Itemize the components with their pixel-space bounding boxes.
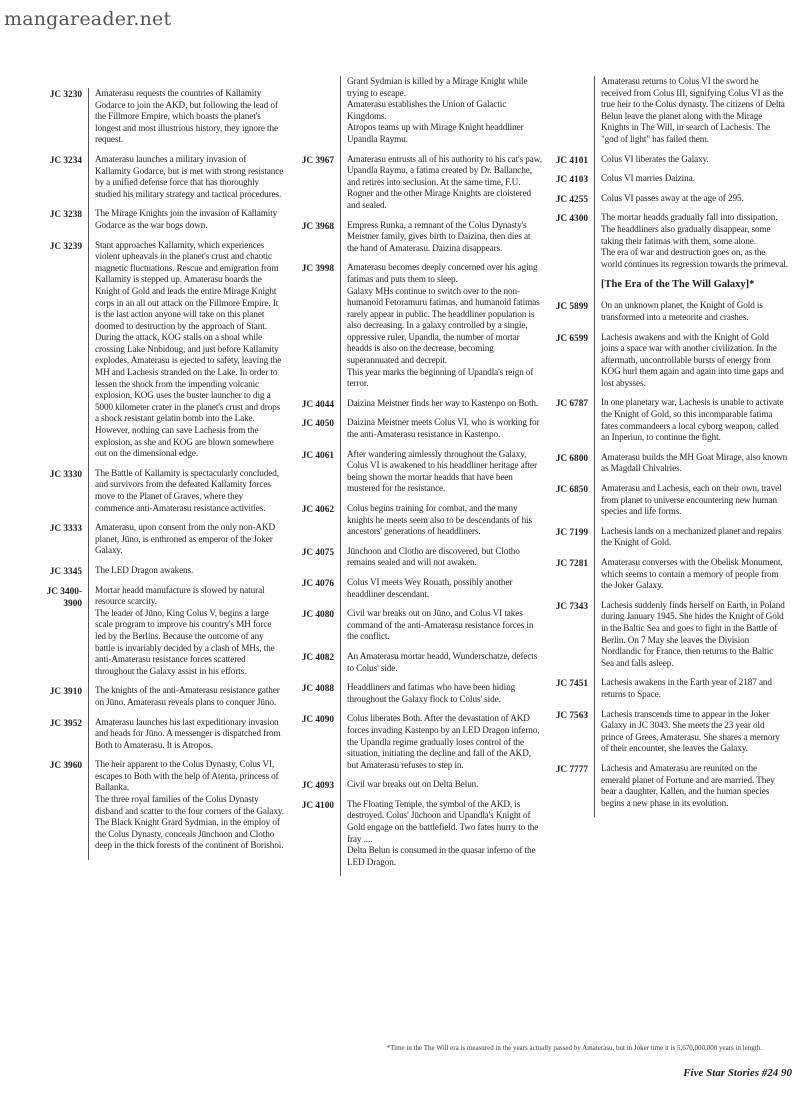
- timeline-entry: [290, 546, 542, 577]
- timeline-entry: [548, 557, 788, 600]
- timeline-entry: [18, 88, 284, 154]
- timeline-entry: [290, 417, 542, 448]
- entry-year: JC 3234: [49, 155, 82, 166]
- entry-year: JC 4050: [301, 419, 334, 430]
- entry-year: JC 6787: [555, 399, 588, 410]
- timeline-entry: [18, 759, 284, 860]
- timeline-entry: [548, 763, 788, 817]
- timeline-column-3: [548, 76, 788, 817]
- entry-year: JC 4300: [555, 214, 588, 225]
- timeline-entry: [18, 468, 284, 522]
- entry-text: The Mirage Knights join the invasion of Kallamity Godarce as the war bogs down.: [88, 208, 284, 239]
- timeline-entry: [290, 577, 542, 608]
- timeline-entry: [290, 398, 542, 418]
- entry-year: [290, 76, 340, 154]
- timeline-column-2: [290, 76, 542, 876]
- entry-text: An Amaterasu mortar headd, Wunderschatze, defects to Colus' side.: [340, 651, 542, 682]
- timeline-entry: [548, 300, 788, 331]
- era-heading-text: [The Era of the The Will Galaxy]*: [594, 278, 754, 300]
- entry-text: Amaterasu builds the MH Goat Mirage, also known as Magdall Chivalries.: [594, 452, 788, 483]
- entry-text: Lachesis suddenly finds herself on Earth, in Poland during January 1945. She hides the Knight of Gold in the Baltic Sea and goes to fight in the Battle of Berlin. On 7 May she leaves the Division Nordlandic for France, then returns to the Baltic Sea and falls asleep.: [594, 600, 788, 678]
- entry-text: Colus liberates Both. After the devastation of AKD forces invading Kastenpo by an LED Dragon inferno, the Upandla regime gradually loses control of the situation, initiating the decline and fall of the AKD, but Amaterasu refuses to step in.: [340, 713, 542, 779]
- timeline-entry: [548, 212, 788, 278]
- entry-year: JC 4080: [301, 610, 334, 621]
- entry-year: JC 4103: [555, 175, 588, 186]
- entry-text: On an unknown planet, the Knight of Gold is transformed into a meteorite and crashes.: [594, 300, 788, 331]
- timeline-entry: [290, 220, 542, 263]
- entry-year: JC 3968: [301, 221, 334, 232]
- entry-year: JC 3230: [49, 90, 82, 100]
- entry-text: Lachesis lands on a mechanized planet and repairs the Knight of Gold.: [594, 526, 788, 557]
- page-footer: Five Star Stories #24 90: [683, 1067, 792, 1079]
- entry-year: JC 3967: [301, 155, 334, 166]
- timeline-entry: [548, 154, 788, 174]
- entry-year: JC 7343: [555, 601, 588, 612]
- entry-text: Grard Sydmian is killed by a Mirage Knight while trying to escape. Amaterasu establishes the Union of Galactic Kingdoms. Atropos teams up with Mirage Knight headdliner Upandla Raymu.: [340, 76, 542, 154]
- timeline-entry: [290, 154, 542, 220]
- entry-text: Amaterasu, upon consent from the only non-AKD planet, Jūno, is enthroned as emperor of the Joker Galaxy.: [88, 522, 284, 565]
- entry-text: The knights of the anti-Amaterasu resistance gather on Jūno. Amaterasu reveals plans to conquer Jūno.: [88, 685, 284, 716]
- entry-text: Lachesis transcends time to appear in the Joker Galaxy in JC 3043. She meets the 23 year old prince of Grees, Amaterasu. She shares a memory of their encounter, she leaves the Galaxy.: [594, 709, 788, 763]
- timeline-entry: [18, 565, 284, 585]
- entry-year: JC 4076: [301, 578, 334, 589]
- entry-year: JC 3400- 3900: [46, 586, 82, 609]
- entry-year: JC 5899: [555, 302, 588, 313]
- timeline-entry: [548, 332, 788, 398]
- timeline-entry: [290, 713, 542, 779]
- entry-text: The LED Dragon awakens.: [88, 565, 284, 585]
- entry-text: Amaterasu entrusts all of his authority to his cat's paw, Upandla Raymu, a fatima created by Dr. Ballanche, and retires into seclusion. At the same time, F.U. Rogner and the other Mirage Knights are cloistered and sealed.: [340, 154, 542, 220]
- entry-year: JC 4062: [301, 505, 334, 515]
- timeline-entry: [290, 682, 542, 713]
- entry-text: Amaterasu launches his last expeditionary invasion and heads for Jūno. A messenger is dispatched from Both to Amaterasu. It is Atropos.: [88, 717, 284, 760]
- entry-text: Lachesis and Amaterasu are reunited on the emerald planet of Fortune and are married. They bear a daughter, Kallen, and the human species begins a new phase in its evolution.: [594, 763, 788, 817]
- entry-year: JC 6599: [555, 333, 588, 344]
- entry-text: Lachesis awakens and with the Knight of Gold joins a space war with another civilization. In the aftermath, uncontrollable bursts of energy from KOG hurl them again and again into time gaps and lost abysses.: [594, 332, 788, 398]
- entry-text: The heir apparent to the Colus Dynasty, Colus VI, escapes to Both with the help of Atenta, princess of Ballanka. The three royal families of the Colus Dynasty disband and scatter to the four corners of the Galaxy. The Black Knight Grard Sydmian, in the employ of the Colus Dynasty, conceals Jūnchoon and Clotho deep in the thick forests of the continent of Borishoi.: [88, 759, 284, 860]
- entry-year: JC 4044: [301, 399, 334, 410]
- era-heading: [548, 278, 788, 300]
- entry-year: JC 3998: [301, 264, 334, 275]
- timeline-entry: [18, 240, 284, 468]
- entry-text: Lachesis awakens in the Earth year of 2187 and returns to Space.: [594, 677, 788, 708]
- timeline-entry: [548, 483, 788, 526]
- entry-year: JC 3952: [49, 718, 82, 729]
- entry-text: In one planetary war, Lachesis is unable to activate the Knight of Gold, so this incomparable fatima fates commandeers a local cyborg weapon, called an Inperiun, to continue the fight.: [594, 397, 788, 451]
- entry-year: JC 4061: [301, 450, 334, 461]
- entry-year: JC 4082: [301, 652, 334, 663]
- entry-text: Amaterasu launches a military invasion of Kallamity Godarce, but is met with strong resistance by a unified defense force that has thoroughly studied his military strategy and tactical procedures.: [88, 154, 284, 208]
- entry-text: Civil war breaks out on Delta Belun.: [340, 779, 542, 799]
- entry-text: Empress Runka, a remnant of the Colus Dynasty's Meistner family, gives birth to Daizina, then dies at the hand of Amaterasu. Daizina disappears.: [340, 220, 542, 263]
- entry-year: JC 4255: [555, 194, 588, 205]
- timeline-entry: [548, 76, 788, 154]
- timeline-entry: [290, 262, 542, 398]
- entry-text: Colus begins training for combat, and the many knights he meets seem also to be descendants of his ancestors' generations of headdliners.: [340, 503, 542, 546]
- entry-text: Jūnchoon and Clotho are discovered, but Clotho remains sealed and will not awaken.: [340, 546, 542, 577]
- entry-year: JC 7777: [555, 764, 588, 775]
- timeline-entry: [548, 709, 788, 763]
- entry-text: Amaterasu becomes deeply concerned over his aging fatimas and puts them to sleep. Galaxy MHs continue to switch over to the non-humanoid Fetoramuru fatimas, and humanoid fatimas rarely appear in public. The headdliner population is also decreasing. In a galaxy controlled by a single, oppressive ruler, Upandla, the number of mortar headds is also on the decrease, becoming superannuated and decrepit. This year marks the beginning of Upandla's reign of terror.: [340, 262, 542, 398]
- timeline-entry: [548, 193, 788, 213]
- timeline-entry: [548, 452, 788, 483]
- entry-text: Amaterasu returns to Colus VI the sword he received from Colus III, signifying Colus VI as the true heir to the Colus dynasty. The citizens of Delta Belun leave the planet along with the Mirage Knights in The Will, in search of Lachesis. The "god of light" has failed them.: [594, 76, 788, 154]
- timeline-entry: [548, 397, 788, 451]
- timeline-entry: [548, 526, 788, 557]
- entry-year: JC 7199: [555, 527, 588, 538]
- timeline-entry: [18, 522, 284, 565]
- entry-text: Amaterasu converses with the Obelisk Monument, which seems to contain a memory of people from the Joker Galaxy.: [594, 557, 788, 600]
- entry-year: JC 4090: [301, 715, 334, 726]
- entry-year: JC 4100: [301, 800, 334, 811]
- entry-year: JC 7451: [555, 679, 588, 690]
- entry-year: JC 6850: [555, 485, 588, 496]
- entry-text: Daizina Meistner finds her way to Kastenpo on Both.: [340, 398, 542, 418]
- entry-text: Colus VI passes away at the age of 295.: [594, 193, 788, 213]
- entry-text: Colus VI marries Daizina.: [594, 173, 788, 193]
- entry-year: JC 3910: [49, 687, 82, 698]
- entry-text: Daizina Meistner meets Colus VI, who is working for the anti-Amaterasu resistance in Kastenpo.: [340, 417, 542, 448]
- timeline-entry: [290, 76, 542, 154]
- entry-text: The mortar headds gradually fall into dissipation. The headdliners also gradually disappear, some taking their fatimas with them, some alone. The era of war and destruction goes on, as the world continues its regression towards the primeval.: [594, 212, 788, 278]
- timeline-entry: [18, 208, 284, 239]
- entry-text: After wandering aimlessly throughout the Galaxy, Colus VI is awakened to his headdliner heritage after being shown the mortar headds that have been mustered for the resistance.: [340, 449, 542, 503]
- entry-text: Colus VI meets Wey Rouath, possibly another headdliner descendant.: [340, 577, 542, 608]
- timeline-entry: [290, 651, 542, 682]
- timeline-entry: [18, 585, 284, 686]
- entry-year: JC 4093: [301, 781, 334, 792]
- entry-text: Stant approaches Kallamity, which experiences violent upheavals in the planet's crust and chaotic magnetic fluctuations. Rescue and emigration from Kallamity is stepped up. Amaterasu boards the Knight of Gold and leads the entire Mirage Knight corps in an all out attack on the Fillmore Empire. It is the last action anyone will take on this planet doomed to destruction by the approach of Stant. During the attack, KOG stalls on a shoal while crossing Lake Nnbidoug, and just before Kallamity explodes, Amaterasu is ejected to safety, leaving the MH and Lachesis stranded on the Lake. In order to lessen the shock from the impending volcanic explosion, KOG uses the buster launcher to dig a 5000 kilometer crater in the planet's crust and drops a shock resistant gelatin bomb into the Lake. However, nothing can save Lachesis from the explosion, as she and KOG are blown somewhere out on the dimensional edge.: [88, 240, 284, 468]
- entry-text: Civil war breaks out on Jūno, and Colus VI takes command of the anti-Amaterasu resistance forces in the conflict.: [340, 608, 542, 651]
- entry-year: JC 7563: [555, 710, 588, 721]
- timeline-entry: [290, 608, 542, 651]
- timeline-entry: [290, 779, 542, 799]
- timeline-entry: [18, 154, 284, 208]
- entry-label: [548, 278, 594, 300]
- entry-year: JC 3239: [49, 241, 82, 252]
- entry-year: JC 7281: [555, 559, 588, 569]
- timeline-entry: [290, 503, 542, 546]
- entry-year: JC 4101: [555, 155, 588, 166]
- entry-text: The Battle of Kallamity is spectacularly concluded, and survivors from the defeated Kallamity forces move to the Planet of Graves, where they commence anti-Amaterasu resistance activities.: [88, 468, 284, 522]
- timeline-entry: [18, 685, 284, 716]
- entry-year: JC 4088: [301, 684, 334, 695]
- timeline-entry: [548, 173, 788, 193]
- watermark: [4, 6, 171, 32]
- entry-year: JC 4075: [301, 547, 334, 558]
- timeline-entry: [290, 799, 542, 877]
- entry-year: JC 3345: [49, 566, 82, 577]
- timeline-entry: [548, 600, 788, 678]
- entry-text: Colus VI liberates the Galaxy.: [594, 154, 788, 174]
- timeline-column-1: [18, 88, 284, 860]
- entry-text: Amaterasu and Lachesis, each on their own, travel from planet to universe encountering new human species and life forms.: [594, 483, 788, 526]
- entry-year: JC 6800: [555, 453, 588, 464]
- entry-year: [548, 76, 594, 154]
- timeline-entry: [290, 449, 542, 503]
- entry-text: Mortar headd manufacture is slowed by natural resource scarcity. The leader of Jūno, King Colus V, begins a large scale program to improve his country's MH force led by the Berlins. Because the outcome of any battle is invariably decided by a clash of MHs, the anti-Amaterasu resistance forces scattered throughout the Galaxy assist in his efforts.: [88, 585, 284, 686]
- footnote: *Time in the The Will era is measured in the years actually passed by Amaterasu, but in Joker time it is 5,670,000,000 years in length.: [386, 1044, 762, 1052]
- entry-year: JC 3333: [49, 524, 82, 535]
- entry-year: JC 3238: [49, 210, 82, 221]
- entry-text: Headdliners and fatimas who have been hiding throughout the Galaxy flock to Colus' side.: [340, 682, 542, 713]
- timeline-entry: [18, 717, 284, 760]
- timeline-entry: [548, 677, 788, 708]
- entry-text: Amaterasu requests the countries of Kallamity Godarce to join the AKD, but following the lead of the Fillmore Empire, which boasts the planet's longest and most illustrious history, they ignore the request.: [88, 88, 284, 154]
- watermark-text: mangareader.net: [4, 8, 172, 30]
- entry-text: The Floating Temple, the symbol of the AKD, is destroyed. Colus' Jūchoon and Upandla's Knight of Gold engage on the battlefield. Two fates hurry to the fray .... Delta Belun is consumed in the quasar inferno of the LED Dragon.: [340, 799, 542, 877]
- entry-year: JC 3960: [49, 761, 82, 772]
- entry-year: JC 3330: [49, 469, 82, 480]
